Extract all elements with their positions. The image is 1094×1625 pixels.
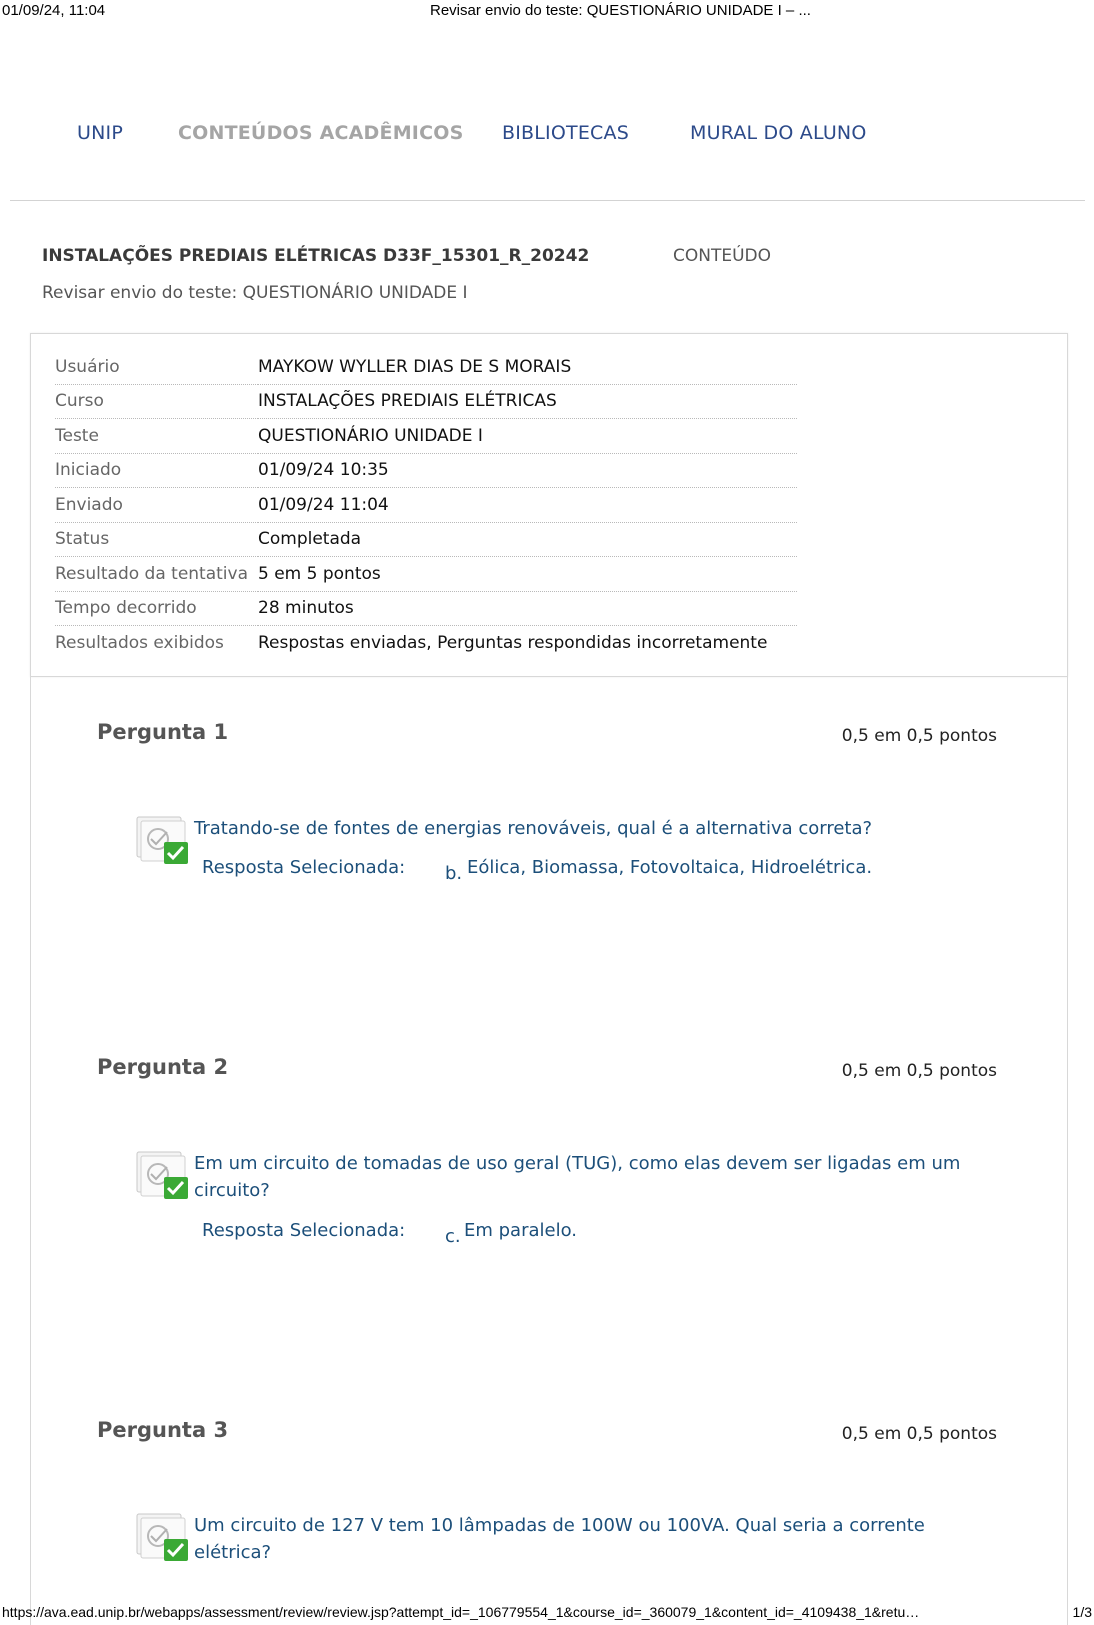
info-row-teste [55, 419, 797, 454]
print-datetime: 01/09/24, 11:04 [2, 2, 106, 19]
print-footer [0, 1604, 1094, 1624]
nav-item-mural-do-aluno[interactable]: MURAL DO ALUNO [690, 122, 867, 144]
nav-item-bibliotecas[interactable]: BIBLIOTECAS [502, 122, 629, 144]
attempt-info-table [55, 350, 797, 660]
question-title: Pergunta 1 [97, 720, 229, 744]
info-row-usuario [55, 350, 797, 384]
question-title: Pergunta 3 [97, 1418, 229, 1442]
info-value: MAYKOW WYLLER DIAS DE S MORAIS [258, 350, 797, 384]
question-title: Pergunta 2 [97, 1055, 229, 1079]
answer-text: Em paralelo. [464, 1220, 578, 1241]
answer-text: Eólica, Biomassa, Fotovoltaica, Hidroelétrica. [467, 857, 873, 878]
answer-letter: b. [445, 863, 463, 884]
info-label: Resultados exibidos [55, 632, 224, 653]
correct-check-icon [136, 1512, 190, 1562]
nav-item-unip[interactable]: UNIP [77, 122, 123, 144]
answer-label: Resposta Selecionada: [202, 1220, 406, 1241]
info-row-resultados-exibidos [55, 626, 797, 660]
answer-label: Resposta Selecionada: [202, 857, 406, 878]
info-value: QUESTIONÁRIO UNIDADE I [258, 419, 797, 454]
top-navigation [0, 122, 1094, 152]
correct-check-icon [136, 815, 190, 865]
question-points: 0,5 em 0,5 pontos [841, 1061, 997, 1081]
question-header-1 [97, 720, 997, 750]
info-value: 01/09/24 10:35 [258, 453, 797, 488]
info-value: 28 minutos [258, 591, 797, 626]
info-value: Respostas enviadas, Perguntas respondidas incorretamente [258, 632, 768, 653]
question-text: Tratando-se de fontes de energias renováveis, qual é a alternativa correta? [194, 818, 873, 839]
breadcrumb-section[interactable]: CONTEÚDO [673, 246, 772, 266]
info-row-iniciado [55, 453, 797, 488]
info-label: Enviado [55, 488, 258, 523]
info-value: INSTALAÇÕES PREDIAIS ELÉTRICAS [258, 384, 797, 419]
info-value: 5 em 5 pontos [258, 557, 797, 592]
print-title: Revisar envio do teste: QUESTIONÁRIO UNIDADE I – ... [430, 2, 811, 19]
attempt-info-panel [30, 333, 1068, 677]
info-row-resultado [55, 557, 797, 592]
info-row-curso [55, 384, 797, 419]
question-points: 0,5 em 0,5 pontos [841, 726, 997, 746]
info-value: Completada [258, 522, 797, 557]
nav-item-conteudos-academicos[interactable]: CONTEÚDOS ACADÊMICOS [178, 122, 464, 144]
correct-check-icon [136, 1150, 190, 1200]
print-page-number: 1/3 [1072, 1604, 1092, 1620]
nav-divider [10, 200, 1085, 201]
info-label: Resultado da tentativa [55, 557, 258, 592]
info-label: Usuário [55, 350, 258, 384]
info-label: Status [55, 522, 258, 557]
question-header-3 [97, 1418, 997, 1448]
question-text: Um circuito de 127 V tem 10 lâmpadas de 100W ou 100VA. Qual seria a corrente elétrica? [194, 1515, 925, 1563]
question-text: Em um circuito de tomadas de uso geral (TUG), como elas devem ser ligadas em um circuito? [194, 1153, 961, 1201]
info-row-status [55, 522, 797, 557]
info-row-enviado [55, 488, 797, 523]
info-label: Curso [55, 384, 258, 419]
breadcrumb-course[interactable]: INSTALAÇÕES PREDIAIS ELÉTRICAS D33F_15301_R_20242 [42, 246, 590, 266]
info-row-tempo [55, 591, 797, 626]
info-value: 01/09/24 11:04 [258, 488, 797, 523]
print-header [0, 2, 1094, 22]
question-points: 0,5 em 0,5 pontos [841, 1424, 997, 1444]
answer-letter: c. [445, 1226, 461, 1247]
info-label: Teste [55, 419, 258, 454]
page-title: Revisar envio do teste: QUESTIONÁRIO UNIDADE I [42, 283, 468, 303]
info-label: Tempo decorrido [55, 591, 258, 626]
question-header-2 [97, 1055, 997, 1085]
info-label: Iniciado [55, 453, 258, 488]
print-url: https://ava.ead.unip.br/webapps/assessment/review/review.jsp?attempt_id=_106779554_1&course_id=_360079_1&content_id=_4109438_1&retu… [2, 1604, 920, 1620]
